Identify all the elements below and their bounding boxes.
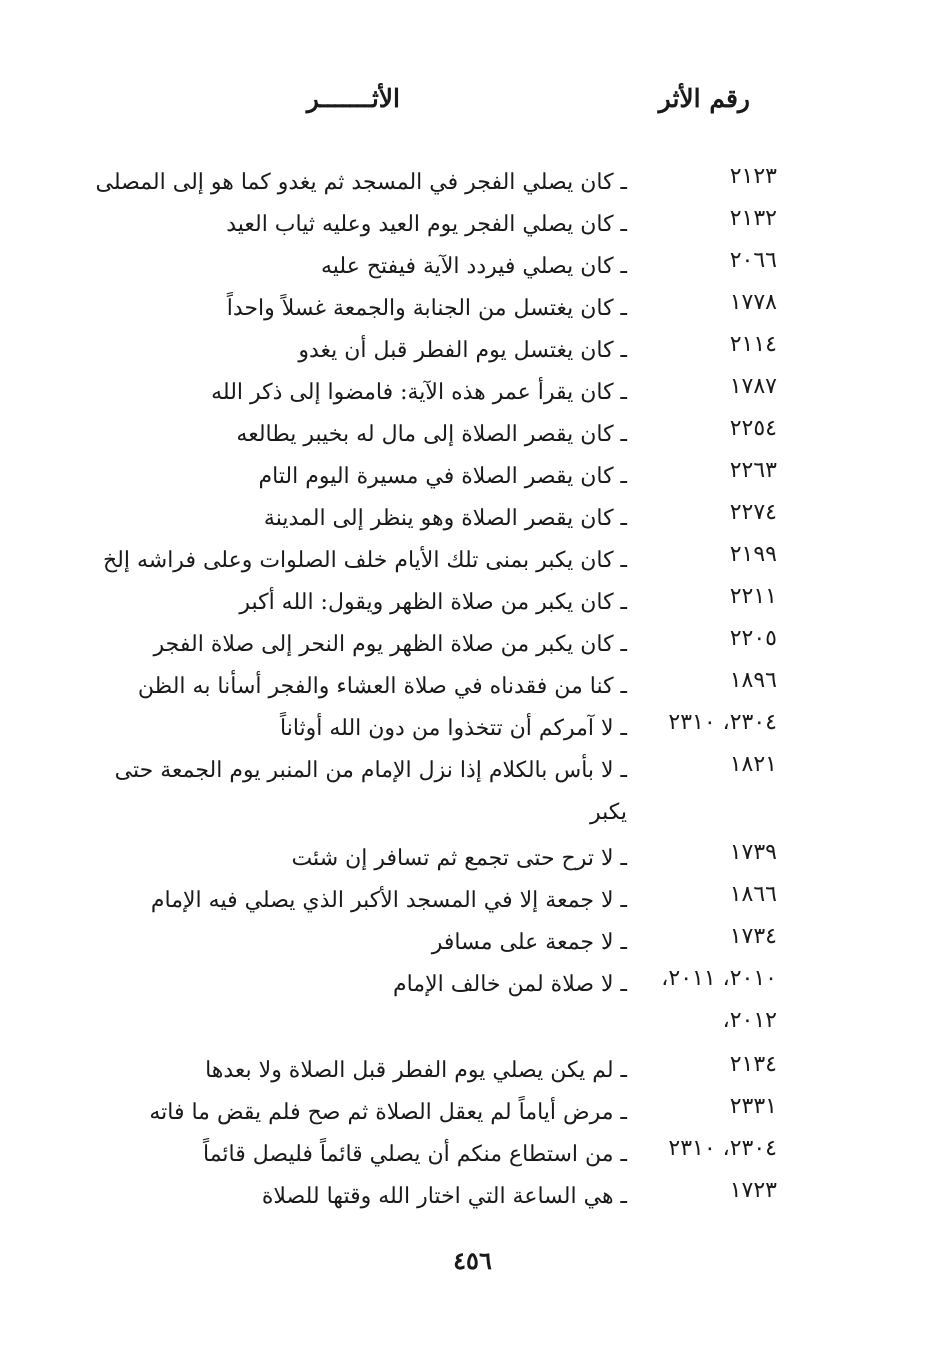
index-row	[0, 1004, 945, 1048]
index-row	[0, 160, 945, 204]
athar-text: ـ لم يكن يصلي يوم الفطر قبل الصلاة ولا بعدها	[205, 1058, 627, 1083]
index-row	[0, 328, 945, 372]
table-header	[0, 84, 945, 124]
athar-number: ٢٢١١	[729, 584, 777, 609]
athar-number: ٢٢٦٣	[729, 458, 777, 483]
index-row	[0, 580, 945, 624]
athar-text: ـ هي الساعة التي اختار الله وقتها للصلاة	[261, 1184, 627, 1209]
index-row	[0, 1048, 945, 1092]
index-row	[0, 962, 945, 1006]
athar-text: ـ لا آمركم أن تتخذوا من دون الله أوثاناً	[280, 716, 627, 741]
index-row	[0, 622, 945, 666]
athar-text: ـ كان يقصر الصلاة وهو ينظر إلى المدينة	[263, 506, 627, 531]
athar-text: ـ مرض أياماً لم يعقل الصلاة ثم صح فلم يقض ما فاته	[149, 1100, 627, 1125]
athar-text: ـ كان يكبر بمنى تلك الأيام خلف الصلوات وعلى فراشه إلخ	[102, 548, 627, 573]
athar-number: ١٧٨٧	[729, 374, 777, 399]
index-row	[0, 920, 945, 964]
athar-text: ـ لا صلاة لمن خالف الإمام	[392, 972, 627, 997]
column-header-athar: الأثـــــــر	[306, 84, 400, 113]
index-row	[0, 1090, 945, 1134]
column-header-number: رقم الأثر	[658, 84, 750, 113]
athar-number: ٢٠١٠، ٢٠١١،	[661, 966, 777, 991]
athar-number: ٢١٩٩	[729, 542, 777, 567]
index-row	[0, 286, 945, 330]
athar-number: ١٨٢١	[729, 752, 777, 777]
index-row	[0, 1174, 945, 1218]
index-row	[0, 878, 945, 922]
index-row	[0, 748, 945, 834]
athar-text: ـ كان يغتسل من الجنابة والجمعة غسلاً واحداً	[226, 296, 627, 321]
athar-number: ٢٠٦٦	[729, 248, 777, 273]
index-row	[0, 454, 945, 498]
page-number: ٤٥٦	[453, 1246, 492, 1275]
athar-text: ـ كان يكبر من صلاة الظهر ويقول: الله أكبر	[239, 590, 627, 615]
athar-number: ١٧٢٣	[729, 1178, 777, 1203]
athar-text: ـ كان يكبر من صلاة الظهر يوم النحر إلى صلاة الفجر	[153, 632, 627, 657]
athar-number: ١٧٣٩	[729, 840, 777, 865]
athar-text: ـ لا جمعة إلا في المسجد الأكبر الذي يصلي فيه الإمام	[150, 888, 627, 913]
athar-number: ١٨٦٦	[729, 882, 777, 907]
athar-number: ٢٣٣١	[729, 1094, 777, 1119]
index-row	[0, 370, 945, 414]
athar-text: ـ لا بأس بالكلام إذا نزل الإمام من المنبر يوم الجمعة حتى يكبر	[114, 758, 627, 825]
athar-text: ـ كان يصلي الفجر يوم العيد وعليه ثياب العيد	[226, 212, 627, 237]
index-row	[0, 664, 945, 708]
athar-number: ٢٣٠٤، ٢٣١٠	[668, 1136, 777, 1161]
athar-text: ـ من استطاع منكم أن يصلي قائماً فليصل قائماً	[203, 1142, 627, 1167]
athar-text: ـ كنا من فقدناه في صلاة العشاء والفجر أسأنا به الظن	[137, 674, 627, 699]
athar-number: ٢١٣٤	[729, 1052, 777, 1077]
athar-text: ـ كان يغتسل يوم الفطر قبل أن يغدو	[298, 338, 627, 363]
index-row	[0, 412, 945, 456]
index-row	[0, 836, 945, 880]
athar-number: ٢١١٤	[729, 332, 777, 357]
athar-text: ـ لا ترح حتى تجمع ثم تسافر إن شئت	[291, 846, 627, 871]
athar-number: ٢٢٥٤	[729, 416, 777, 441]
athar-text: ـ كان يصلي الفجر في المسجد ثم يغدو كما هو إلى المصلى	[95, 170, 627, 195]
athar-number: ٢١٣٢	[729, 206, 777, 231]
index-row	[0, 538, 945, 582]
athar-number: ٢١٢٣	[729, 164, 777, 189]
index-row	[0, 244, 945, 288]
athar-number: ٢٣٠٤، ٢٣١٠	[668, 710, 777, 735]
athar-text: ـ لا جمعة على مسافر	[431, 930, 627, 955]
athar-text: ـ كان يقصر الصلاة في مسيرة اليوم التام	[258, 464, 627, 489]
index-row	[0, 706, 945, 750]
index-row	[0, 496, 945, 540]
athar-number: ١٧٣٤	[729, 924, 777, 949]
athar-number: ٢٠١٢،	[722, 1008, 777, 1033]
athar-number: ١٧٧٨	[729, 290, 777, 315]
athar-number: ٢٢٧٤	[729, 500, 777, 525]
athar-text: ـ كان يقصر الصلاة إلى مال له بخيبر يطالعه	[236, 422, 627, 447]
athar-text: ـ كان يصلي فيردد الآية فيفتح عليه	[321, 254, 627, 279]
index-row	[0, 1132, 945, 1176]
index-row	[0, 202, 945, 246]
athar-text: ـ كان يقرأ عمر هذه الآية: فامضوا إلى ذكر الله	[211, 380, 627, 405]
athar-number: ١٨٩٦	[729, 668, 777, 693]
athar-number: ٢٢٠٥	[729, 626, 777, 651]
